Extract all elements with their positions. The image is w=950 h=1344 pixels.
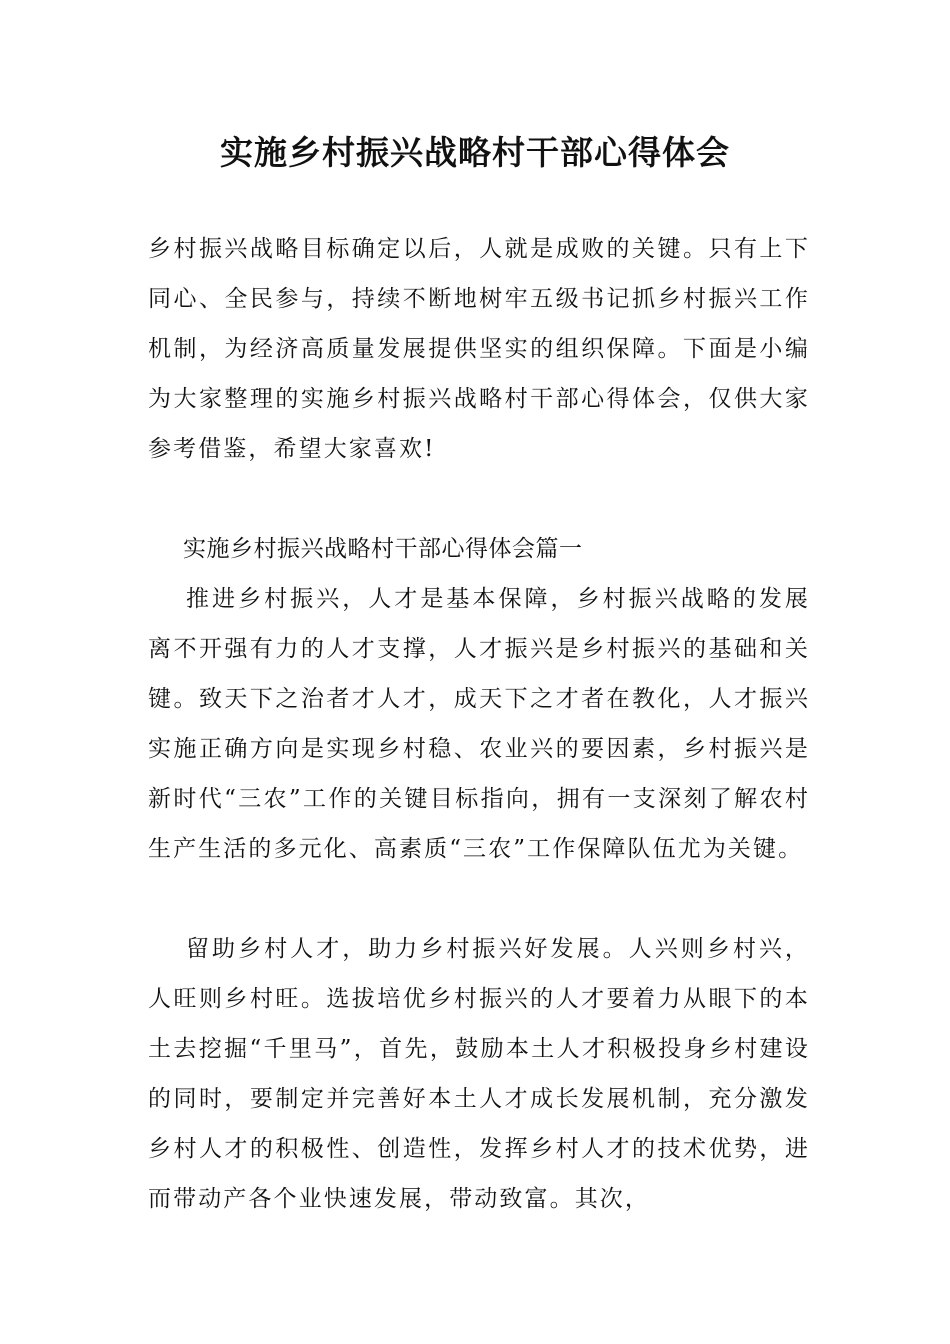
body-paragraph-2: 留助乡村人才，助力乡村振兴好发展。人兴则乡村兴，人旺则乡村旺。选拔培优乡村振兴的人才要着力从眼下的本土去挖掘“千里马”，首先，鼓励本土人才积极投身乡村建设的同时，要制定并完善好本土人才成长发展机制，充分激发乡村人才的积极性、创造性，发挥乡村人才的技术优势，进而带动产各个业快速发展，带动致富。其次， bbox=[148, 936, 810, 1212]
document-title: 实施乡村振兴战略村干部心得体会 bbox=[220, 133, 730, 172]
section-heading: 实施乡村振兴战略村干部心得体会篇一 bbox=[183, 536, 583, 562]
body-paragraph-1: 推进乡村振兴，人才是基本保障，乡村振兴战略的发展离不开强有力的人才支撑，人才振兴是乡村振兴的基础和关键。致天下之治者才人才，成天下之才者在教化，人才振兴实施正确方向是实现乡村稳、农业兴的要因素，乡村振兴是新时代“三农”工作的关键目标指向，拥有一支深刻了解农村生产生活的多元化、高素质“三农”工作保障队伍尤为关键。 bbox=[148, 586, 810, 862]
intro-paragraph: 乡村振兴战略目标确定以后，人就是成败的关键。只有上下同心、全民参与，持续不断地树牢五级书记抓乡村振兴工作机制，为经济高质量发展提供坚实的组织保障。下面是小编为大家整理的实施乡村振兴战略村干部心得体会，仅供大家参考借鉴，希望大家喜欢! bbox=[148, 236, 810, 462]
